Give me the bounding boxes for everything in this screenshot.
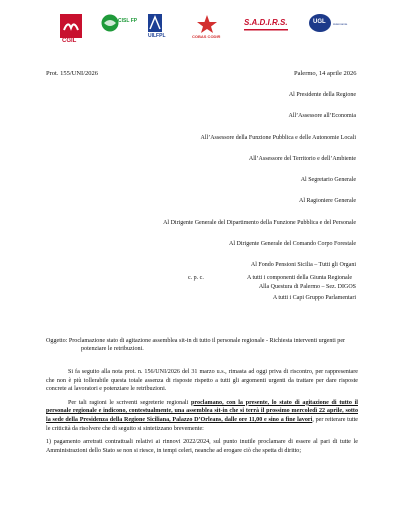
cgil-caption: CGIL <box>62 38 77 44</box>
recipient-line: Al Dirigente Generale del Comando Corpo Forestale <box>229 241 356 248</box>
letter-date: Palermo, 14 aprile 2026 <box>294 70 357 77</box>
cobas-codir-caption: COBAS CODIR <box>192 34 221 39</box>
letter-body <box>46 368 358 460</box>
cc-recipient: A tutti i Capi Gruppo Parlamentari <box>272 295 356 301</box>
cc-label: c. p. c. <box>188 275 204 281</box>
ugl-caption: UGL <box>313 19 326 25</box>
subject-text: Proclamazione stato di agitazione assemblea sit-in di tutto il personale regionale - Richiesta interventi urgenti per <box>68 338 346 344</box>
cobas-star-icon <box>196 14 218 34</box>
body-paragraph <box>46 399 358 433</box>
cgil-mark-icon <box>60 14 82 38</box>
body-paragraph: Si fa seguito alla nota prot. n. 156/UNI/2026 del 31 marzo u.s., rimasta ad oggi priva di riscontro, per rappresentare che non è più tollerabile questa totale assenza di risposte rispetto a tutti gli argomenti urgenti da trattare per dare risposte concrete ai lavoratori e potenziare le retribuzioni. <box>46 369 358 393</box>
cc-recipient: A tutti i componenti della Giunta Regionale <box>247 275 352 281</box>
recipient-line: All’Assessore della Funzione Pubblica e delle Autonomie Locali <box>200 134 356 141</box>
cgil-logo <box>60 14 82 46</box>
sadirs-caption: S.A.D.I.R.S. <box>244 18 288 27</box>
sadirs-underline-icon <box>244 28 288 34</box>
recipient-line: Al Presidente della Regione <box>288 92 356 98</box>
uil-flag-icon <box>148 14 162 32</box>
recipient-line: Al Segretario Generale <box>300 177 356 184</box>
recipient-line: Al Dirigente Generale del Dipartimento della Funzione Pubblica e del Personale <box>163 219 356 226</box>
recipient-list <box>26 92 356 305</box>
body-paragraph: 1) pagamento arretrati contrattuali relativi ai rinnovi 2022/2024, sul punto inutile proclamare di essere al pari di tutte le Amministrazioni dello Stato se non si riesce, in tempi celeri, neanche ad erogare ciò che spetta di diritto; <box>46 439 358 454</box>
recipient-line: Al Fondo Pensioni Sicilia – Tutti gli Organi <box>250 262 356 269</box>
body-text: Per tali ragioni le scriventi segreterie regionali <box>68 399 192 406</box>
uil-fpl-logo <box>148 14 180 44</box>
cobas-codir-logo <box>192 14 232 44</box>
recipient-line: All’Assessore all’Economia <box>288 113 356 120</box>
recipient-line: All’Assessore del Territorio e dell’Ambiente <box>248 155 356 162</box>
union-logos <box>0 14 402 48</box>
cisl-fp-caption: CISL FP <box>118 18 138 24</box>
subject-text: potenziare le retribuzioni. <box>81 346 144 352</box>
ugl-subcaption: Autonomie <box>333 22 348 26</box>
ugl-logo <box>309 14 349 40</box>
cisl-globe-icon <box>101 14 119 32</box>
uil-fpl-caption: UILFPL <box>148 33 166 39</box>
proclamation-text: proclamano, con la presente, lo stato di agitazione di tutto il personale regionale e indicono, contestualmente, una assemblea sit-in che si terrà il prossimo mercoledì 22 aprile, sotto la sede della Presidenza della Regione Siciliana, Palazzo D’Orleans, dalle ore 11,00 e sino a fine lavori <box>46 399 358 423</box>
subject-label: Oggetto: <box>46 338 68 344</box>
recipient-line: Al Ragioniere Generale <box>299 198 356 205</box>
cisl-fp-logo <box>101 14 138 44</box>
body-text: , per reiterare tutte le criticità da risolvere che di seguito si sintetizzano brevemente: <box>46 416 358 432</box>
protocol-number: Prot. 155/UNI/2026 <box>46 70 98 77</box>
sadirs-logo <box>244 14 290 40</box>
subject-block <box>46 337 358 353</box>
recipient-line: Alla Questura di Palermo – Sez. DIGOS <box>258 283 356 290</box>
